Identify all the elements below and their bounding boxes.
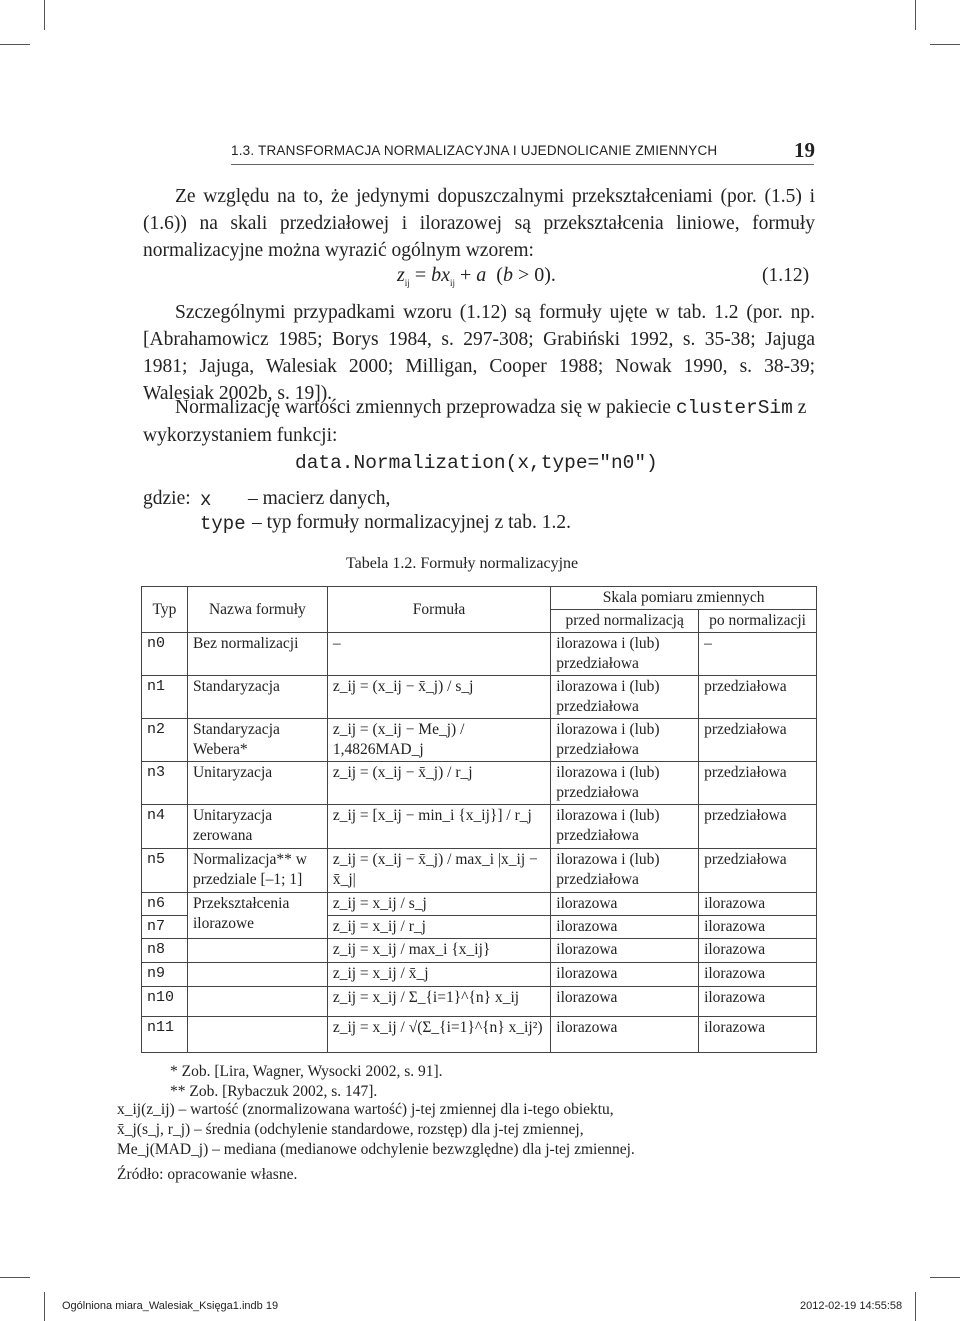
cell-before: ilorazowa i (lub) przedziałowa (551, 719, 699, 762)
cell-formula: – (327, 633, 550, 676)
cell-before: ilorazowa (551, 893, 699, 916)
cell-before: ilorazowa (551, 1017, 699, 1053)
cell-formula: z_ij = x_ij / Σ_{i=1}^{n} x_ij (327, 987, 550, 1017)
crop-mark (930, 1277, 960, 1278)
cell-after: ilorazowa (699, 987, 817, 1017)
cell-code: n5 (142, 849, 188, 893)
column-header: Nazwa formuły (187, 587, 327, 633)
cell-after: przedziałowa (699, 762, 817, 805)
cell-name: Unitaryzacja zerowana (187, 805, 327, 849)
table-row (142, 762, 817, 805)
cell-after: ilorazowa (699, 939, 817, 963)
equation: $z_{ij} = bx_{ij} + a$ (b > 0). (397, 264, 556, 288)
cell-name: Bez normalizacji (187, 633, 327, 676)
cell-formula: z_ij = x_ij / √(Σ_{i=1}^{n} x_ij²) (327, 1017, 550, 1053)
cell-after: przedziałowa (699, 676, 817, 719)
footnote: * Zob. [Lira, Wagner, Wysocki 2002, s. 91]. (170, 1063, 443, 1080)
legend-line: x_ij(z_ij) – wartość (znormalizowana wartość) j-tej zmiennej dla i-tego obiektu, (117, 1101, 614, 1118)
cell-formula: z_ij = [x_ij − min_i {x_ij}] / r_j (327, 805, 550, 849)
column-header: Typ (142, 587, 188, 633)
cell-before: ilorazowa i (lub) przedziałowa (551, 676, 699, 719)
cell-name: Unitaryzacja (187, 762, 327, 805)
table-row (142, 676, 817, 719)
table-header-row (142, 587, 817, 610)
table-row (142, 963, 817, 987)
formula-table (141, 586, 817, 1053)
arg-name: x (200, 489, 212, 511)
cell-after: ilorazowa (699, 916, 817, 939)
cell-after: przedziałowa (699, 719, 817, 762)
crop-mark (44, 0, 45, 30)
cell-name (187, 987, 327, 1017)
table-row (142, 719, 817, 762)
cell-code: n2 (142, 719, 188, 762)
where-label: gdzie: (143, 488, 191, 509)
cell-name: Standaryzacja Webera* (187, 719, 327, 762)
cell-code: n6 (142, 893, 188, 916)
cell-code: n7 (142, 916, 188, 939)
crop-mark (0, 1277, 30, 1278)
source-note: Źródło: opracowanie własne. (117, 1166, 298, 1183)
crop-mark (915, 0, 916, 30)
package-name: clusterSim (675, 397, 793, 419)
cell-before: ilorazowa i (lub) przedziałowa (551, 805, 699, 849)
cell-formula: z_ij = x_ij / max_i {x_ij} (327, 939, 550, 963)
paragraph: Ze względu na to, że jedynymi dopuszczalnymi przekształceniami (por. (1.5) i (1.6)) na skali przedziałowej i ilorazowej są przekształcenia liniowe, formuły normalizacyjne można wyrazić ogólnym wzorem: (143, 186, 815, 261)
column-header: Skala pomiaru zmiennych (551, 587, 817, 610)
cell-after: – (699, 633, 817, 676)
table-row (142, 805, 817, 849)
cell-code: n4 (142, 805, 188, 849)
cell-after: przedziałowa (699, 849, 817, 893)
arg-description: – typ formuły normalizacyjnej z tab. 1.2. (252, 512, 571, 533)
column-header: Formuła (327, 587, 550, 633)
code-call: data.Normalization(x,type="n0") (295, 452, 658, 474)
cell-name (187, 963, 327, 987)
cell-after: przedziałowa (699, 805, 817, 849)
legend-line: Me_j(MAD_j) – mediana (medianowe odchylenie bezwzględne) dla j-tej zmiennej. (117, 1141, 635, 1158)
cell-name: Normalizacja** w przedziale [–1; 1] (187, 849, 327, 893)
footer-file: Ogólniona miara_Walesiak_Księga1.indb 19 (62, 1300, 279, 1312)
cell-formula: z_ij = x_ij / r_j (327, 916, 550, 939)
footer-timestamp: 2012-02-19 14:55:58 (800, 1300, 903, 1312)
cell-code: n1 (142, 676, 188, 719)
crop-mark (0, 44, 30, 45)
equation-number: (1.12) (762, 265, 810, 286)
cell-code: n3 (142, 762, 188, 805)
cell-code: n8 (142, 939, 188, 963)
crop-mark (930, 44, 960, 45)
cell-name: Standaryzacja (187, 676, 327, 719)
table-row (142, 849, 817, 893)
cell-formula: z_ij = (x_ij − x̄_j) / s_j (327, 676, 550, 719)
page-number: 19 (794, 138, 815, 162)
table-row (142, 1017, 817, 1053)
cell-before: ilorazowa i (lub) przedziałowa (551, 633, 699, 676)
cell-after: ilorazowa (699, 893, 817, 916)
table-row (142, 987, 817, 1017)
cell-formula: z_ij = (x_ij − Me_j) / 1,4826MAD_j (327, 719, 550, 762)
arg-description: – macierz danych, (248, 488, 391, 509)
cell-before: ilorazowa i (lub) przedziałowa (551, 849, 699, 893)
cell-code: n11 (142, 1017, 188, 1053)
cell-formula: z_ij = (x_ij − x̄_j) / r_j (327, 762, 550, 805)
cell-before: ilorazowa (551, 963, 699, 987)
footnote: ** Zob. [Rybaczuk 2002, s. 147]. (170, 1083, 378, 1100)
cell-name (187, 939, 327, 963)
cell-name (187, 1017, 327, 1053)
paragraph: Szczególnymi przypadkami wzoru (1.12) są formuły ujęte w tab. 1.2 (por. np. [Abrahamowicz 1985; Borys 1984, s. 297-308; Grabiński 1992, s. 35-38; Jajuga 1981; Jajuga, Walesiak 2000; Milligan, Cooper 1988; Nowak 1990, s. 38-39; Walesiak 2002b, s. 19]). (143, 302, 815, 404)
column-header: po normalizacji (699, 610, 817, 633)
cell-after: ilorazowa (699, 1017, 817, 1053)
crop-mark (915, 1292, 916, 1321)
cell-before: ilorazowa (551, 939, 699, 963)
cell-before: ilorazowa i (lub) przedziałowa (551, 762, 699, 805)
cell-formula: z_ij = (x_ij − x̄_j) / max_i |x_ij − x̄_j| (327, 849, 550, 893)
cell-code: n10 (142, 987, 188, 1017)
crop-mark (44, 1292, 45, 1321)
text: Normalizację wartości zmiennych przeprowadza się w pakiecie (175, 397, 671, 418)
cell-formula: z_ij = x_ij / x̄_j (327, 963, 550, 987)
table-row (142, 633, 817, 676)
table-row (142, 893, 817, 916)
cell-code: n0 (142, 633, 188, 676)
table-row (142, 939, 817, 963)
paragraph (143, 394, 815, 449)
header-rule (231, 164, 814, 165)
cell-name: Przekształcenia ilorazowe (187, 893, 327, 939)
column-header: przed normalizacją (551, 610, 699, 633)
cell-code: n9 (142, 963, 188, 987)
legend-line: x̄_j(s_j, r_j) – średnia (odchylenie standardowe, rozstęp) dla j-tej zmiennej, (117, 1121, 584, 1138)
table-caption: Tabela 1.2. Formuły normalizacyjne (346, 555, 579, 572)
cell-before: ilorazowa (551, 987, 699, 1017)
cell-formula: z_ij = x_ij / s_j (327, 893, 550, 916)
cell-before: ilorazowa (551, 916, 699, 939)
cell-after: ilorazowa (699, 963, 817, 987)
text: z wykorzystaniem funkcji: (143, 397, 807, 446)
running-title: 1.3. TRANSFORMACJA NORMALIZACYJNA I UJEDNOLICANIE ZMIENNYCH (231, 143, 718, 158)
arg-name: type (200, 513, 246, 535)
